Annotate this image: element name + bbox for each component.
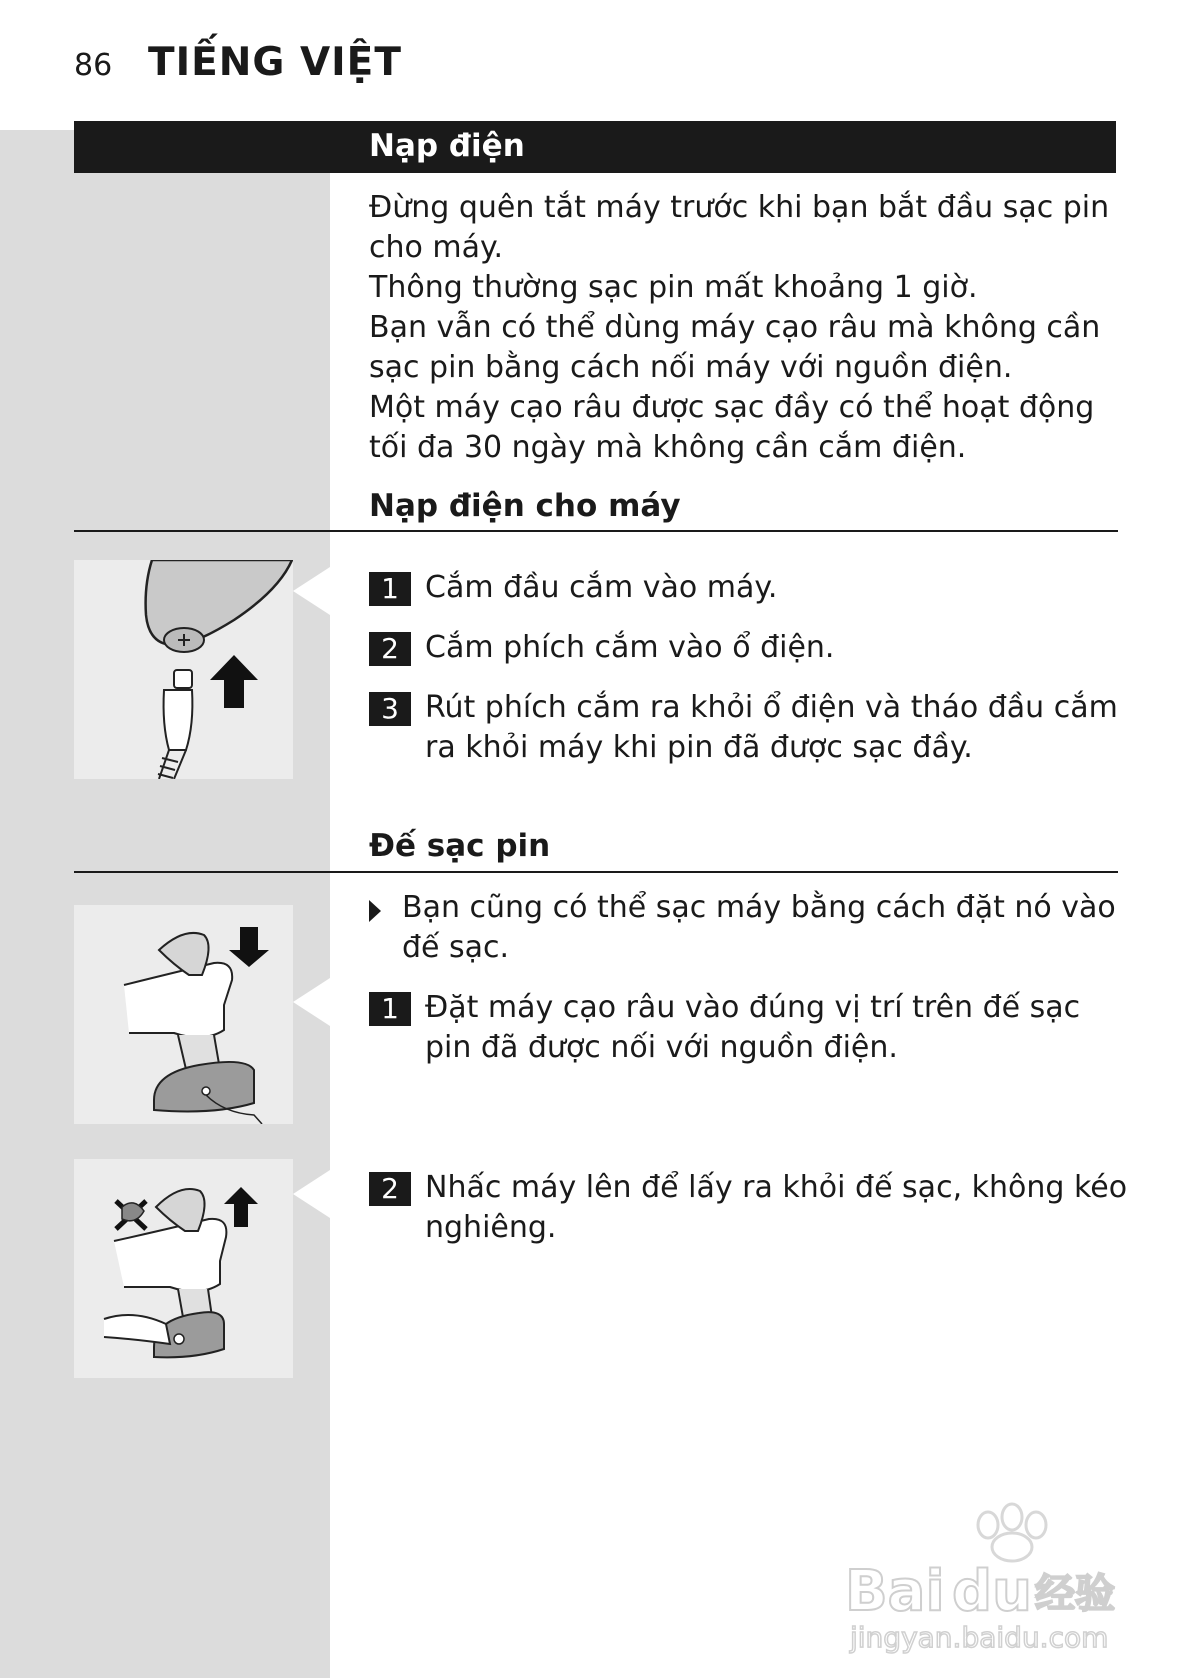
- bullet-item: [369, 888, 1129, 968]
- charging-stand-heading: Đế sạc pin: [369, 828, 551, 864]
- step-item: [369, 988, 1129, 1068]
- section-divider: [74, 871, 1118, 873]
- baidu-watermark-logo: [840, 1495, 1130, 1655]
- lift-from-stand-illustration: [74, 1159, 293, 1378]
- step-number: 2: [369, 632, 411, 666]
- intro-paragraph: Thông thường sạc pin mất khoảng 1 giờ.: [369, 270, 978, 305]
- step-item: [369, 568, 1129, 608]
- place-in-stand-illustration: [74, 905, 293, 1124]
- bullet-icon: [369, 900, 381, 922]
- plug-illustration: [74, 560, 293, 779]
- step-text: Cắm đầu cắm vào máy.: [425, 570, 778, 605]
- intro-paragraph: Đừng quên tắt máy trước khi bạn bắt đầu sạc pin cho máy.: [369, 190, 1110, 265]
- step-text: Cắm phích cắm vào ổ điện.: [425, 630, 835, 665]
- step-number: 3: [369, 692, 411, 726]
- step-number: 2: [369, 1172, 411, 1206]
- step-text: Nhấc máy lên để lấy ra khỏi đế sạc, không kéo nghiêng.: [425, 1170, 1128, 1245]
- section-title: Nạp điện: [369, 128, 525, 164]
- svg-text:Bai: Bai: [845, 1559, 945, 1624]
- step-number: 1: [369, 572, 411, 606]
- step-item: [369, 628, 1129, 668]
- step-item: [369, 688, 1129, 768]
- svg-text:du: du: [952, 1559, 1032, 1624]
- bullet-text: Bạn cũng có thể sạc máy bằng cách đặt nó vào đế sạc.: [402, 890, 1116, 965]
- illustration-pointer: [293, 567, 330, 615]
- step-text: Rút phích cắm ra khỏi ổ điện và tháo đầu cắm ra khỏi máy khi pin đã được sạc đầy.: [425, 690, 1118, 765]
- intro-text: [369, 188, 1129, 468]
- intro-paragraph: Một máy cạo râu được sạc đầy có thể hoạt động tối đa 30 ngày mà không cần cắm điện.: [369, 390, 1095, 465]
- intro-paragraph: Bạn vẫn có thể dùng máy cạo râu mà không cần sạc pin bằng cách nối máy với nguồn điện.: [369, 310, 1101, 385]
- illustration-pointer: [293, 1170, 330, 1218]
- page-number: 86: [74, 48, 113, 83]
- svg-text:jingyan.baidu.com: jingyan.baidu.com: [850, 1621, 1109, 1654]
- charging-appliance-heading: Nạp điện cho máy: [369, 488, 681, 524]
- section-divider: [74, 530, 1118, 532]
- section-title-bar: [74, 121, 1116, 173]
- language-title: TIẾNG VIỆT: [148, 40, 402, 85]
- step-text: Đặt máy cạo râu vào đúng vị trí trên đế sạc pin đã được nối với nguồn điện.: [425, 990, 1081, 1065]
- left-margin-column: [0, 130, 330, 1678]
- svg-text:经验: 经验: [1035, 1571, 1115, 1617]
- step-number: 1: [369, 992, 411, 1026]
- illustration-pointer: [293, 978, 330, 1026]
- step-item: [369, 1168, 1129, 1248]
